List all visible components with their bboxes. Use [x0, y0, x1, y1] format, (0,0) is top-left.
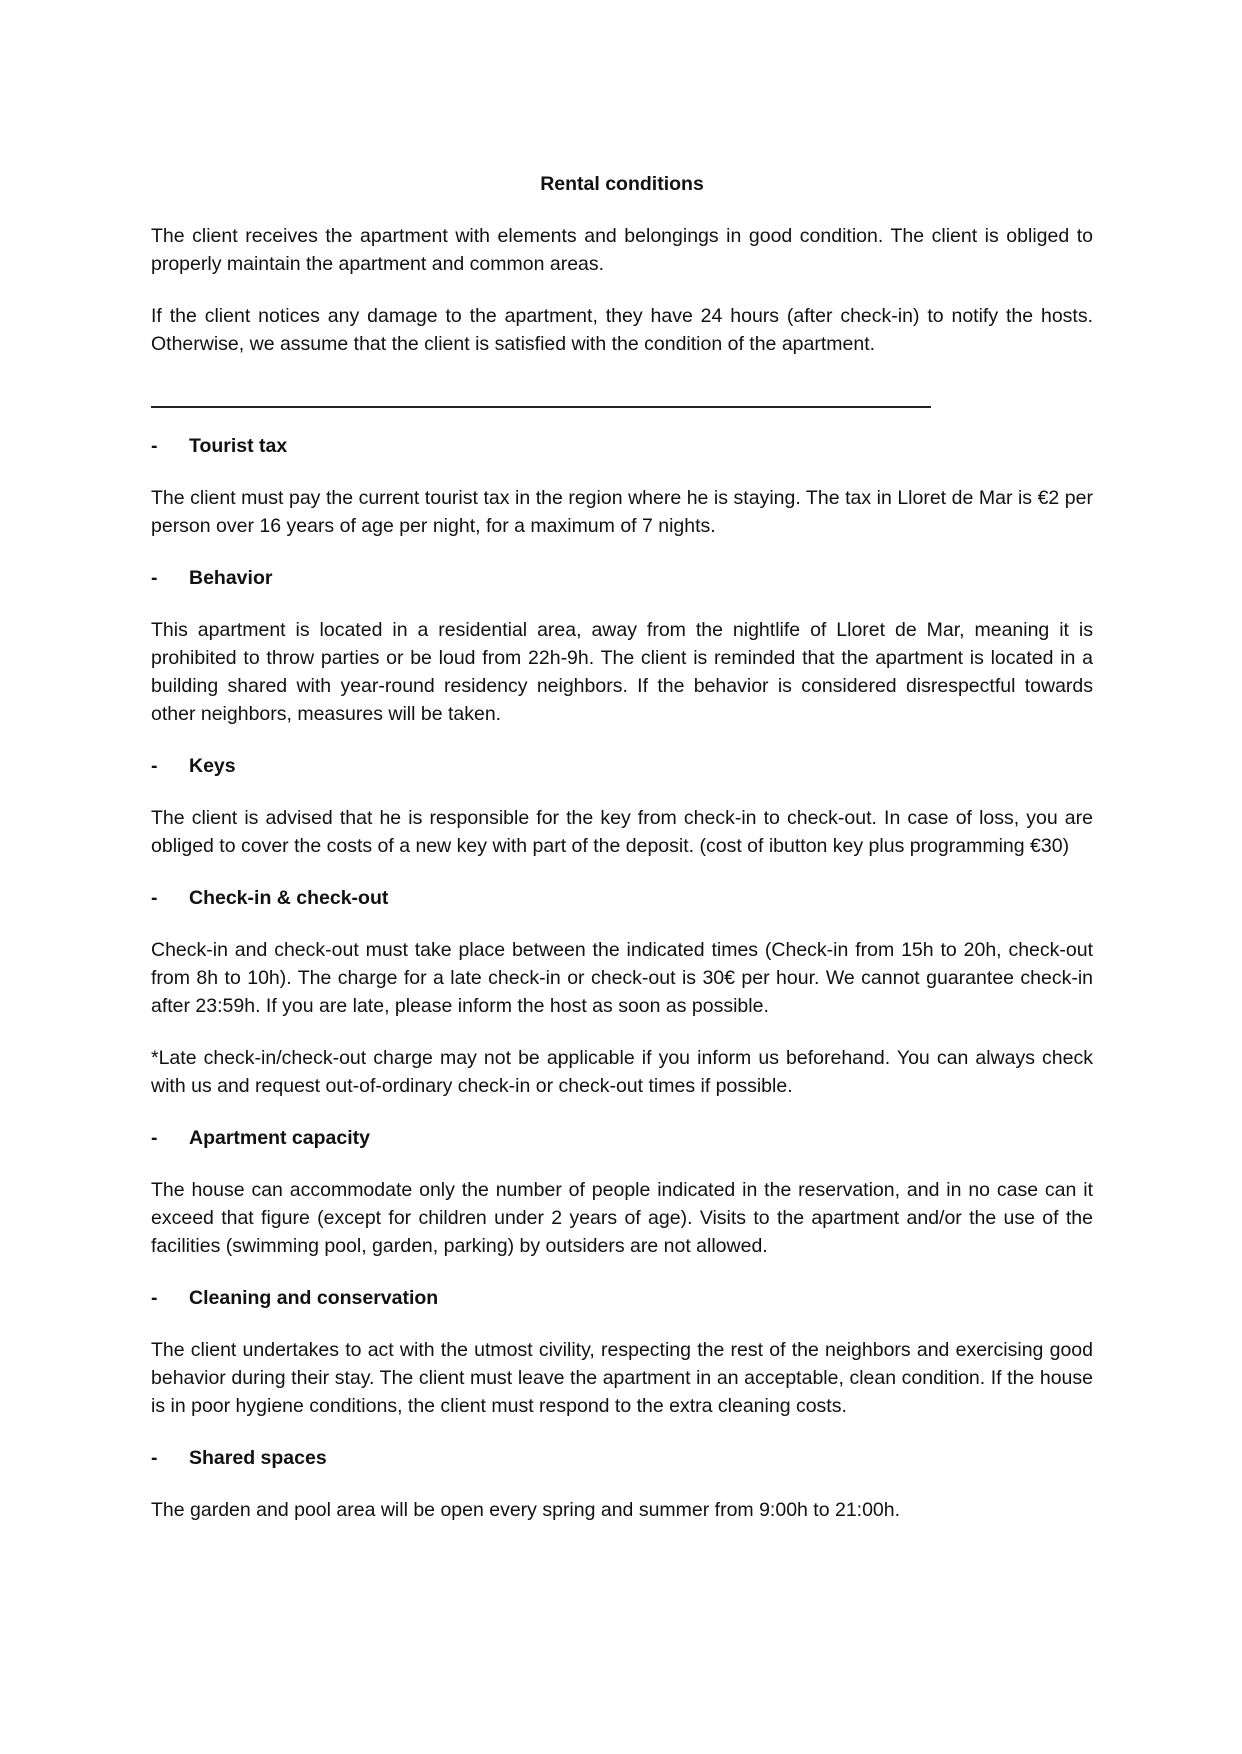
section-paragraph: The client undertakes to act with the utmost civility, respecting the rest of the neighbors and exercising good behavior during their stay. The client must leave the apartment in an acceptable, clean condition. If the house is in poor hygiene conditions, the client must respond to the extra cleaning costs.	[151, 1339, 1093, 1417]
section-shared-spaces	[151, 1444, 1093, 1524]
section-note: *Late check-in/check-out charge may not be applicable if you inform us beforehand. You can always check with us and request out-of-ordinary check-in or check-out times if possible.	[151, 1047, 1093, 1097]
section-heading-label: Tourist tax	[189, 435, 288, 457]
section-heading-label: Keys	[189, 755, 236, 777]
section-heading-label: Cleaning and conservation	[189, 1287, 439, 1309]
bullet-dash: -	[151, 567, 158, 589]
section-behavior	[151, 564, 1093, 728]
section-tourist-tax	[151, 432, 1093, 540]
section-heading	[151, 752, 1093, 780]
section-apartment-capacity	[151, 1124, 1093, 1260]
intro-paragraph: If the client notices any damage to the apartment, they have 24 hours (after check-in) to notify the hosts. Otherwise, we assume that the client is satisfied with the condition of the apartment.	[151, 305, 1093, 355]
section-heading	[151, 1444, 1093, 1472]
section-heading-label: Apartment capacity	[189, 1127, 370, 1149]
section-heading	[151, 564, 1093, 592]
section-heading-label: Shared spaces	[189, 1447, 327, 1469]
bullet-dash: -	[151, 887, 158, 909]
bullet-dash: -	[151, 1447, 158, 1469]
bullet-dash: -	[151, 1287, 158, 1309]
document-title: Rental conditions	[540, 173, 704, 195]
section-paragraph: This apartment is located in a residential area, away from the nightlife of Lloret de Mar, meaning it is prohibited to throw parties or be loud from 22h-9h. The client is reminded that the apartment is located in a building shared with year-round residency neighbors. If the behavior is considered disrespectful towards other neighbors, measures will be taken.	[151, 619, 1093, 725]
section-cleaning-and-conservation	[151, 1284, 1093, 1420]
horizontal-rule	[151, 406, 931, 408]
bullet-dash: -	[151, 755, 158, 777]
section-paragraph: The client is advised that he is responsible for the key from check-in to check-out. In case of loss, you are obliged to cover the costs of a new key with part of the deposit. (cost of ibutton key plus programming €30)	[151, 807, 1093, 857]
bullet-dash: -	[151, 1127, 158, 1149]
section-heading	[151, 1284, 1093, 1312]
document-page	[151, 170, 1093, 1548]
section-heading	[151, 432, 1093, 460]
section-keys	[151, 752, 1093, 860]
section-paragraph: The client must pay the current tourist tax in the region where he is staying. The tax in Lloret de Mar is €2 per person over 16 years of age per night, for a maximum of 7 nights.	[151, 487, 1093, 537]
section-paragraph: Check-in and check-out must take place between the indicated times (Check-in from 15h to 20h, check-out from 8h to 10h). The charge for a late check-in or check-out is 30€ per hour. We cannot guarantee check-in after 23:59h. If you are late, please inform the host as soon as possible.	[151, 939, 1093, 1017]
section-paragraph: The house can accommodate only the number of people indicated in the reservation, and in no case can it exceed that figure (except for children under 2 years of age). Visits to the apartment and/or the use of the facilities (swimming pool, garden, parking) by outsiders are not allowed.	[151, 1179, 1093, 1257]
section-heading-label: Behavior	[189, 567, 273, 589]
intro-paragraph: The client receives the apartment with elements and belongings in good condition. The client is obliged to properly maintain the apartment and common areas.	[151, 225, 1093, 275]
bullet-dash: -	[151, 435, 158, 457]
section-heading	[151, 884, 1093, 912]
section-paragraph: The garden and pool area will be open every spring and summer from 9:00h to 21:00h.	[151, 1499, 901, 1521]
section-heading	[151, 1124, 1093, 1152]
section-heading-label: Check-in & check-out	[189, 887, 389, 909]
section-check-in-check-out	[151, 884, 1093, 1100]
